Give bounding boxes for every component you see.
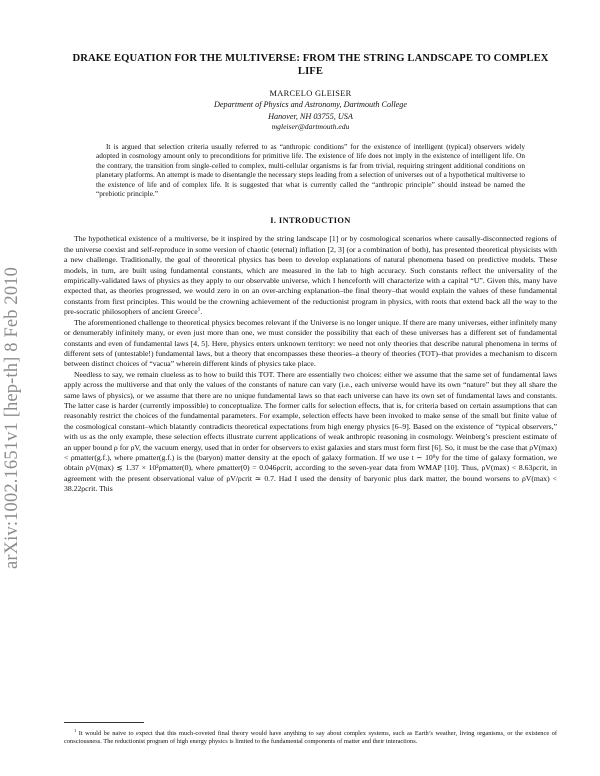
body-paragraph-3 <box>64 370 557 495</box>
footnote <box>64 727 557 747</box>
paragraph-text: The hypothetical existence of a multiverse, be it inspired by the string landscape [1] or by cosmological scenarios where causally-disconnected regions of the universe coexist and self-reproduce in some version of chaotic (eternal) inflation [2, 3] (or a combination of both), has presented theoretical physicists with a new challenge. Traditionally, the goal of theoretical physics has been to develop explanations of natural phenomena based on predictive models. These models, in turn, are built using fundamental constants, which are measured in the lab to high accuracy. Such constants reflect the universality of the empirically-validated laws of physics as they apply to our observable universe, which I henceforth will characterize with a capital “U”. Given this, many have expected that, as theories progressed, we would zero in on an over-arching explanation–the final theory–that would explain the values of these fundamental constants from first principles. This would be the crowning achievement of the reductionist program in physics, with roots that extend back all the way to the pre-socratic philosophers of ancient Greece <box>64 234 557 317</box>
paper-page <box>64 52 557 495</box>
author-affiliation: Department of Physics and Astronomy, Dartmouth College <box>213 100 408 109</box>
body-paragraph-2: The aforementioned challenge to theoretical physics becomes relevant if the Universe is no longer unique. If there are many universes, either infinitely many or denumerably infinitely many, or even just more than one, we must consider the possibility that each of these universes has a different set of fundamental constants and even of fundamental laws [4, 5]. Here, physics enters unknown territory: we need not only theories that describe natural phenomena in terms of different sets of (untestable!) fundamental laws, but a theory that encompasses these theories–a theory of theories (TOT)–that provides a mechanism to discern between distinct choices of “vacua” wherein different kinds of physics take place. <box>64 317 557 369</box>
paragraph-text: Needless to say, we remain clueless as to how to build this TOT. There are essentially two choices: either we assume that the same set of fundamental laws apply across the multiverse and that only the values of the constants of nature can vary (i.e., each universe would have its own “nature” but they all share the same laws of physics), or we assume that there are no unique fundamental laws so that each universe can have its own set of fundamental laws and constants. The latter case is harder (currently impossible) to conceptualize. The former calls for selection effects, that is, for criteria based on certain assumptions that can reasonably restrict the choices of the fundamental parameters. For example, selection effects have been invoked to make sense of the small but finite value of the cosmological constant–which blatantly contradicts theoretical expectations from high energy physics [6–9]. Based on the existence of “typical observers,” with us as the only example, these selection effects illustrate current applications of weak anthropic reasoning in cosmology. Weinberg’s prescient estimate of an upper bound ρ <box>64 369 557 452</box>
footnote-text: It would be naive to expect that this much-coveted final theory would have anything to say about complex systems, such as Earth’s weather, living organisms, or the existence of consciousness. The reductionist program of high energy physics is limited to the fundamental components of matter and their interactions. <box>64 730 557 746</box>
paragraph-text-continued: for ρV, the vacuum energy, used that in order for observers to exist galaxies and stars must form first [6]. So, it must be the case that ρV(max) < ρmatter(g.f.), where ρmatter(g.f.) is the (baryon) matter density at the epoch of galaxy formation. If we use t ∼ 10⁹y for the time of galaxy formation, we obtain ρV(max) ≲ 1.37 × 10²ρmatter(0), where ρmatter(0) = 0.046ρcrit, according to the seven-year data from WMAP [10]. Thus, ρV(max) < 8.63ρcrit, in agreement with the present observational value of ρV/ρcrit ≃ 0.7. Had I used the density of baryonic plus dark matter, the bound worsens to ρV(max) < 38.22ρcrit. This <box>64 442 557 494</box>
footnote-marker: 1 <box>197 306 201 313</box>
arxiv-identifier: arXiv:1002.1651v1 [hep-th] 8 Feb 2010 <box>2 266 22 570</box>
author-location: Hanover, NH 03755, USA <box>268 111 353 121</box>
author-name: MARCELO GLEISER <box>269 89 352 98</box>
footnote-number: 1 <box>74 727 77 733</box>
paragraph-end: . <box>200 307 203 317</box>
abstract: It is argued that selection criteria usually referred to as “anthropic conditions” for the existence of intelligent (typical) observers widely adopted in cosmology amount only to preconditions for primitive life. The existence of life does not imply in the existence of intelligent life. On the contrary, the transition from single-celled to complex, multi-cellular organisms is far from trivial, requiring stringent additional conditions on planetary platforms. An attempt is made to disentangle the necessary steps leading from a selection of universes out of a hypothetical multiverse to the existence of life and of complex life. It is suggested that what is currently called the “anthropic principle” should instead be named the “prebiotic principle.” <box>96 142 525 199</box>
body-paragraph-1 <box>64 234 557 317</box>
footnote-divider <box>64 722 144 723</box>
author-email: mgleiser@dartmouth.edu <box>271 122 350 131</box>
section-heading: I. INTRODUCTION <box>270 216 351 226</box>
paper-title: DRAKE EQUATION FOR THE MULTIVERSE: FROM THE STRING LANDSCAPE TO COMPLEX LIFE <box>72 53 549 77</box>
